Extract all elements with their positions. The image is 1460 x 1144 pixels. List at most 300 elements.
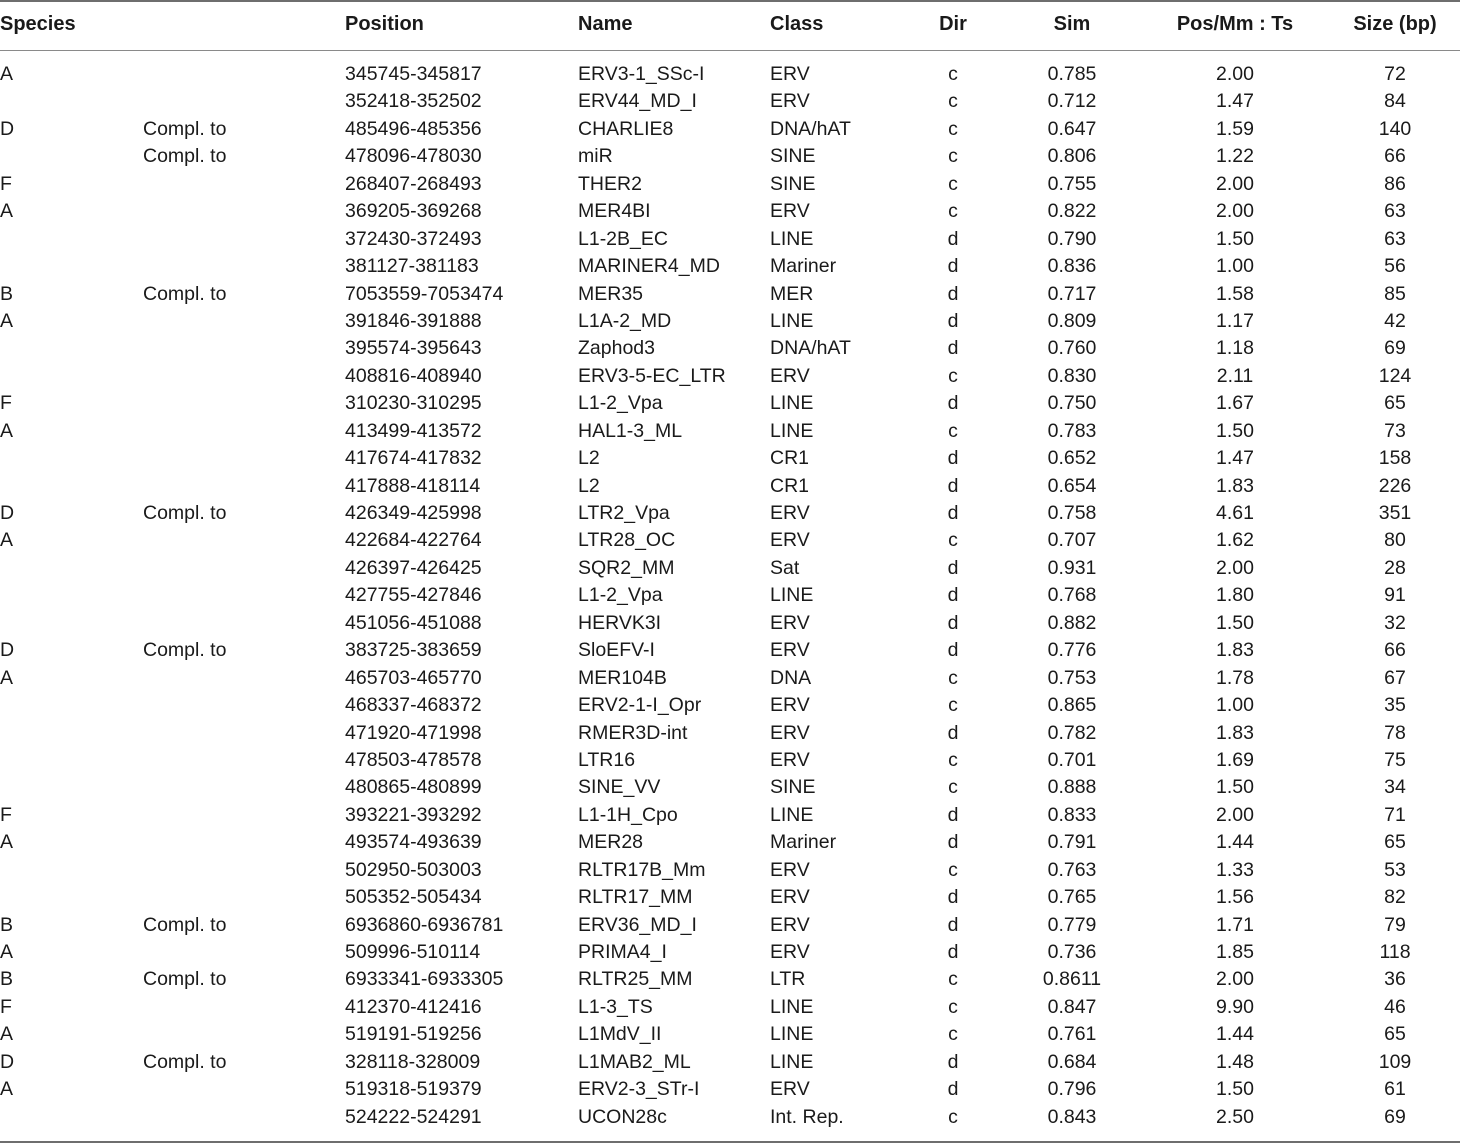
cell-class: DNA/hAT (770, 337, 851, 360)
cell-class: Mariner (770, 255, 837, 278)
cell-dir: d (947, 1078, 959, 1101)
table-row (0, 582, 1460, 609)
cell-position: 478096-478030 (345, 145, 482, 168)
cell-size-bp: 80 (1384, 529, 1406, 552)
cell-species: D (0, 117, 15, 140)
cell-sim: 0.701 (1047, 748, 1097, 771)
cell-sim: 0.760 (1047, 337, 1097, 360)
table-row (0, 171, 1460, 198)
cell-class: LINE (770, 803, 814, 826)
cell-size-bp: 65 (1384, 392, 1406, 415)
cell-compl-note: Compl. to (143, 913, 227, 936)
cell-pos-mm-ts: 2.00 (1216, 63, 1254, 85)
cell-class: LTR (770, 968, 806, 991)
cell-sim: 0.822 (1047, 200, 1097, 223)
header-name: Name (578, 13, 633, 35)
table-row (0, 61, 1460, 88)
cell-pos-mm-ts: 2.00 (1216, 172, 1254, 195)
cell-position: 465703-465770 (345, 666, 482, 689)
cell-class: Int. Rep. (770, 1105, 844, 1128)
cell-name: miR (578, 145, 613, 168)
cell-size-bp: 118 (1379, 941, 1411, 963)
cell-sim: 0.654 (1047, 474, 1097, 497)
cell-size-bp: 78 (1384, 721, 1406, 744)
table-row (0, 829, 1460, 856)
cell-pos-mm-ts: 2.00 (1216, 968, 1254, 991)
cell-class: LINE (770, 1050, 814, 1073)
cell-position: 6936860-6936781 (345, 913, 504, 936)
cell-dir: d (947, 447, 959, 470)
cell-pos-mm-ts: 1.83 (1216, 639, 1254, 662)
table-header-rule (0, 50, 1460, 51)
cell-position: 372430-372493 (345, 227, 482, 250)
cell-dir: c (948, 694, 958, 717)
cell-name: MER4BI (578, 200, 651, 223)
cell-name: MER35 (578, 282, 644, 305)
cell-position: 328118-328009 (345, 1050, 481, 1073)
cell-species: A (0, 63, 14, 85)
cell-class: ERV (770, 200, 810, 223)
cell-size-bp: 63 (1384, 227, 1406, 250)
table-row (0, 774, 1460, 801)
cell-species: F (0, 392, 12, 415)
table-row (0, 555, 1460, 582)
cell-dir: d (947, 803, 959, 826)
cell-class: ERV (770, 639, 810, 662)
table-row (0, 747, 1460, 774)
cell-class: DNA/hAT (770, 117, 851, 140)
header-species: Species (0, 13, 76, 35)
cell-position: 268407-268493 (345, 172, 482, 195)
cell-species: B (0, 913, 14, 936)
cell-pos-mm-ts: 1.69 (1216, 748, 1254, 771)
table-row (0, 116, 1460, 143)
cell-position: 426349-425998 (345, 502, 482, 524)
cell-size-bp: 73 (1384, 419, 1406, 442)
table-row (0, 884, 1460, 911)
cell-pos-mm-ts: 1.59 (1216, 117, 1254, 140)
cell-position: 391846-391888 (345, 309, 482, 332)
cell-class: Sat (770, 556, 800, 579)
cell-size-bp: 53 (1384, 858, 1406, 881)
cell-name: L1-3_TS (578, 995, 653, 1018)
cell-class: LINE (770, 227, 814, 250)
cell-pos-mm-ts: 1.56 (1216, 886, 1254, 909)
table-row (0, 802, 1460, 829)
cell-sim: 0.830 (1047, 364, 1097, 387)
cell-size-bp: 124 (1378, 364, 1412, 387)
cell-pos-mm-ts: 1.83 (1216, 721, 1254, 744)
table-row (0, 363, 1460, 390)
cell-dir: c (948, 117, 958, 140)
cell-sim: 0.779 (1047, 913, 1097, 936)
cell-position: 519191-519256 (345, 1023, 482, 1046)
cell-sim: 0.736 (1047, 941, 1097, 963)
table-row (0, 912, 1460, 939)
cell-position: 381127-381183 (345, 255, 479, 278)
cell-name: ERV44_MD_I (578, 90, 697, 113)
table-row (0, 281, 1460, 308)
cell-sim: 0.776 (1047, 639, 1097, 662)
cell-dir: c (948, 419, 958, 442)
cell-compl-note: Compl. to (143, 968, 227, 991)
header-position: Position (345, 13, 424, 35)
cell-class: LINE (770, 392, 814, 415)
cell-compl-note: Compl. to (143, 145, 227, 168)
cell-dir: d (947, 392, 959, 415)
table-row (0, 610, 1460, 637)
cell-species: B (0, 968, 14, 991)
cell-position: 502950-503003 (345, 858, 482, 881)
cell-dir: d (947, 941, 959, 963)
table-row (0, 939, 1460, 966)
cell-pos-mm-ts: 1.44 (1216, 1023, 1254, 1046)
cell-position: 345745-345817 (345, 63, 482, 85)
cell-name: L2 (578, 447, 600, 470)
cell-sim: 0.712 (1047, 90, 1097, 113)
cell-size-bp: 351 (1378, 502, 1412, 524)
cell-sim: 0.755 (1047, 172, 1097, 195)
cell-name: ERV3-1_SSc-I (578, 63, 705, 85)
cell-name: L1-2_Vpa (578, 584, 663, 607)
cell-name: CHARLIE8 (578, 117, 674, 140)
table-row (0, 253, 1460, 280)
cell-species: A (0, 419, 14, 442)
cell-dir: c (948, 364, 958, 387)
cell-class: ERV (770, 913, 810, 936)
cell-dir: d (947, 721, 959, 744)
table-row (0, 226, 1460, 253)
cell-sim: 0.833 (1047, 803, 1097, 826)
cell-name: HERVK3I (578, 611, 662, 634)
cell-size-bp: 69 (1384, 1105, 1406, 1128)
cell-name: LTR28_OC (578, 529, 676, 552)
cell-pos-mm-ts: 2.00 (1216, 200, 1254, 223)
cell-sim: 0.836 (1047, 255, 1097, 278)
cell-pos-mm-ts: 1.22 (1216, 145, 1254, 168)
cell-name: L1-1H_Cpo (578, 803, 678, 826)
cell-class: DNA (770, 666, 812, 689)
cell-sim: 0.647 (1047, 117, 1097, 140)
cell-position: 6933341-6933305 (345, 968, 504, 991)
cell-position: 480865-480899 (345, 776, 482, 799)
cell-dir: c (948, 529, 958, 552)
cell-dir: d (947, 831, 959, 854)
cell-position: 427755-427846 (345, 584, 482, 607)
cell-name: RLTR25_MM (578, 968, 693, 991)
cell-sim: 0.882 (1047, 611, 1097, 634)
table-row (0, 88, 1460, 115)
cell-compl-note: Compl. to (143, 1050, 227, 1073)
cell-sim: 0.796 (1047, 1078, 1097, 1101)
cell-dir: d (947, 502, 959, 524)
header-dir: Dir (939, 13, 967, 35)
cell-pos-mm-ts: 1.50 (1216, 776, 1254, 799)
cell-size-bp: 66 (1384, 145, 1406, 168)
cell-class: MER (770, 282, 814, 305)
cell-name: LTR2_Vpa (578, 502, 670, 524)
table-row (0, 1104, 1460, 1131)
cell-position: 471920-471998 (345, 721, 482, 744)
cell-sim: 0.768 (1047, 584, 1097, 607)
cell-species: D (0, 639, 15, 662)
cell-species: A (0, 1078, 14, 1101)
cell-name: HAL1-3_ML (578, 419, 683, 442)
cell-position: 417888-418114 (345, 474, 481, 497)
table-header (0, 0, 1460, 50)
cell-pos-mm-ts: 1.48 (1216, 1050, 1254, 1073)
table-bottom-rule (0, 1141, 1460, 1143)
cell-size-bp: 42 (1384, 309, 1406, 332)
cell-position: 417674-417832 (345, 447, 482, 470)
cell-sim: 0.758 (1047, 502, 1097, 524)
cell-size-bp: 63 (1384, 200, 1406, 223)
cell-position: 393221-393292 (345, 803, 482, 826)
cell-size-bp: 79 (1384, 913, 1406, 936)
cell-class: SINE (770, 145, 816, 168)
cell-name: L1MAB2_ML (578, 1050, 691, 1073)
cell-position: 422684-422764 (345, 529, 482, 552)
cell-sim: 0.847 (1047, 995, 1097, 1018)
cell-size-bp: 56 (1384, 255, 1406, 278)
cell-compl-note: Compl. to (143, 502, 227, 524)
cell-class: SINE (770, 172, 816, 195)
cell-size-bp: 36 (1384, 968, 1406, 991)
cell-size-bp: 34 (1384, 776, 1406, 799)
table-row (0, 308, 1460, 335)
cell-name: LTR16 (578, 748, 636, 771)
cell-name: UCON28c (578, 1105, 667, 1128)
cell-position: 369205-369268 (345, 200, 482, 223)
cell-species: A (0, 529, 14, 552)
table-row (0, 966, 1460, 993)
table-row (0, 527, 1460, 554)
cell-dir: d (947, 1050, 959, 1073)
cell-class: ERV (770, 694, 810, 717)
cell-name: ERV2-3_STr-I (578, 1078, 700, 1101)
cell-species: D (0, 502, 15, 524)
cell-pos-mm-ts: 1.58 (1216, 282, 1254, 305)
table-row (0, 1021, 1460, 1048)
header-pos-mm-ts: Pos/Mm : Ts (1176, 13, 1294, 35)
cell-dir: c (948, 968, 958, 991)
cell-name: ERV3-5-EC_LTR (578, 364, 726, 387)
cell-class: ERV (770, 941, 810, 963)
cell-sim: 0.888 (1047, 776, 1097, 799)
cell-dir: c (948, 90, 958, 113)
cell-position: 468337-468372 (345, 694, 482, 717)
cell-class: Mariner (770, 831, 837, 854)
cell-pos-mm-ts: 1.85 (1216, 941, 1254, 963)
cell-species: A (0, 309, 14, 332)
cell-pos-mm-ts: 1.47 (1216, 447, 1254, 470)
cell-pos-mm-ts: 1.00 (1216, 255, 1254, 278)
cell-pos-mm-ts: 9.90 (1216, 995, 1254, 1018)
header-class: Class (770, 13, 824, 35)
cell-dir: d (947, 255, 959, 278)
cell-sim: 0.763 (1047, 858, 1097, 881)
header-sim: Sim (1053, 13, 1091, 35)
cell-dir: d (947, 886, 959, 909)
cell-class: ERV (770, 858, 810, 881)
cell-dir: c (948, 748, 958, 771)
cell-position: 383725-383659 (345, 639, 482, 662)
cell-dir: d (947, 913, 959, 936)
cell-position: 412370-412416 (345, 995, 482, 1018)
cell-name: MER28 (578, 831, 644, 854)
cell-class: ERV (770, 886, 810, 909)
cell-size-bp: 65 (1384, 831, 1406, 854)
cell-sim: 0.783 (1047, 419, 1097, 442)
cell-pos-mm-ts: 2.50 (1216, 1105, 1254, 1128)
cell-dir: c (948, 1105, 958, 1128)
cell-sim: 0.791 (1047, 831, 1097, 854)
cell-species: F (0, 172, 12, 195)
cell-species: B (0, 282, 14, 305)
cell-class: ERV (770, 90, 810, 113)
cell-class: LINE (770, 1023, 814, 1046)
cell-name: ERV36_MD_I (578, 913, 697, 936)
cell-class: CR1 (770, 474, 810, 497)
cell-name: MARINER4_MD (578, 255, 720, 278)
cell-class: ERV (770, 529, 810, 552)
cell-position: 7053559-7053474 (345, 282, 504, 305)
cell-name: L2 (578, 474, 600, 497)
cell-sim: 0.8611 (1042, 968, 1102, 991)
cell-size-bp: 75 (1384, 748, 1406, 771)
cell-class: CR1 (770, 447, 810, 470)
cell-dir: c (948, 172, 958, 195)
cell-name: L1-2_Vpa (578, 392, 663, 415)
table-row (0, 390, 1460, 417)
cell-class: ERV (770, 721, 810, 744)
cell-class: ERV (770, 748, 810, 771)
cell-sim: 0.782 (1047, 721, 1097, 744)
table-row (0, 692, 1460, 719)
cell-position: 395574-395643 (345, 337, 482, 360)
cell-size-bp: 66 (1384, 639, 1406, 662)
cell-class: SINE (770, 776, 816, 799)
cell-pos-mm-ts: 1.78 (1216, 666, 1254, 689)
cell-size-bp: 35 (1384, 694, 1406, 717)
cell-name: THER2 (578, 172, 642, 195)
cell-size-bp: 86 (1384, 172, 1406, 195)
cell-species: A (0, 831, 14, 854)
cell-pos-mm-ts: 1.00 (1216, 694, 1254, 717)
cell-dir: d (947, 584, 959, 607)
cell-size-bp: 91 (1384, 584, 1406, 607)
cell-position: 493574-493639 (345, 831, 482, 854)
cell-sim: 0.652 (1047, 447, 1097, 470)
cell-size-bp: 67 (1384, 666, 1406, 689)
cell-species: A (0, 200, 14, 223)
cell-size-bp: 85 (1384, 282, 1406, 305)
cell-dir: d (947, 309, 959, 332)
cell-pos-mm-ts: 1.50 (1216, 419, 1254, 442)
table-row (0, 143, 1460, 170)
cell-dir: c (948, 666, 958, 689)
cell-dir: c (948, 858, 958, 881)
cell-position: 505352-505434 (345, 886, 482, 909)
cell-pos-mm-ts: 1.50 (1216, 1078, 1254, 1101)
table-row (0, 445, 1460, 472)
cell-size-bp: 65 (1384, 1023, 1406, 1046)
cell-sim: 0.707 (1047, 529, 1097, 552)
cell-class: LINE (770, 419, 814, 442)
cell-class: ERV (770, 1078, 810, 1101)
cell-size-bp: 109 (1378, 1050, 1412, 1073)
cell-position: 408816-408940 (345, 364, 482, 387)
cell-dir: c (948, 145, 958, 168)
cell-class: ERV (770, 364, 810, 387)
cell-sim: 0.809 (1047, 309, 1097, 332)
cell-pos-mm-ts: 1.47 (1216, 90, 1254, 113)
table-row (0, 637, 1460, 664)
cell-sim: 0.761 (1047, 1023, 1097, 1046)
cell-dir: d (947, 474, 959, 497)
cell-pos-mm-ts: 1.71 (1216, 913, 1254, 936)
cell-pos-mm-ts: 2.00 (1216, 803, 1254, 826)
cell-dir: d (947, 227, 959, 250)
cell-size-bp: 82 (1384, 886, 1406, 909)
cell-name: SINE_VV (578, 776, 661, 799)
cell-species: A (0, 1023, 14, 1046)
cell-pos-mm-ts: 1.83 (1216, 474, 1254, 497)
table-row (0, 720, 1460, 747)
cell-position: 451056-451088 (345, 611, 482, 634)
table-row (0, 1049, 1460, 1076)
table-row (0, 335, 1460, 362)
cell-species: D (0, 1050, 15, 1073)
cell-compl-note: Compl. to (143, 282, 227, 305)
cell-sim: 0.843 (1047, 1105, 1097, 1128)
cell-class: ERV (770, 502, 810, 524)
cell-size-bp: 72 (1384, 63, 1406, 85)
cell-name: SloEFV-I (578, 639, 655, 662)
cell-pos-mm-ts: 1.50 (1216, 227, 1254, 250)
cell-size-bp: 61 (1384, 1078, 1406, 1101)
cell-pos-mm-ts: 1.17 (1216, 309, 1254, 332)
cell-class: ERV (770, 611, 810, 634)
cell-compl-note: Compl. to (143, 117, 227, 140)
cell-name: SQR2_MM (578, 556, 675, 579)
cell-pos-mm-ts: 2.11 (1216, 364, 1254, 387)
cell-species: F (0, 803, 12, 826)
cell-position: 426397-426425 (345, 556, 482, 579)
cell-sim: 0.684 (1047, 1050, 1097, 1073)
cell-dir: c (948, 995, 958, 1018)
cell-size-bp: 32 (1384, 611, 1406, 634)
cell-dir: c (948, 776, 958, 799)
table-row (0, 1076, 1460, 1103)
table-row (0, 198, 1460, 225)
table-row (0, 665, 1460, 692)
table-row (0, 857, 1460, 884)
cell-size-bp: 140 (1378, 117, 1412, 140)
cell-size-bp: 28 (1384, 556, 1406, 579)
cell-sim: 0.931 (1047, 556, 1097, 579)
cell-dir: d (947, 611, 959, 634)
cell-size-bp: 46 (1384, 995, 1406, 1018)
cell-name: ERV2-1-I_Opr (578, 694, 702, 717)
cell-pos-mm-ts: 1.80 (1216, 584, 1254, 607)
cell-class: LINE (770, 309, 814, 332)
cell-position: 485496-485356 (345, 117, 482, 140)
cell-position: 310230-310295 (345, 392, 482, 415)
cell-sim: 0.790 (1047, 227, 1097, 250)
cell-species: A (0, 666, 14, 689)
cell-name: MER104B (578, 666, 667, 689)
